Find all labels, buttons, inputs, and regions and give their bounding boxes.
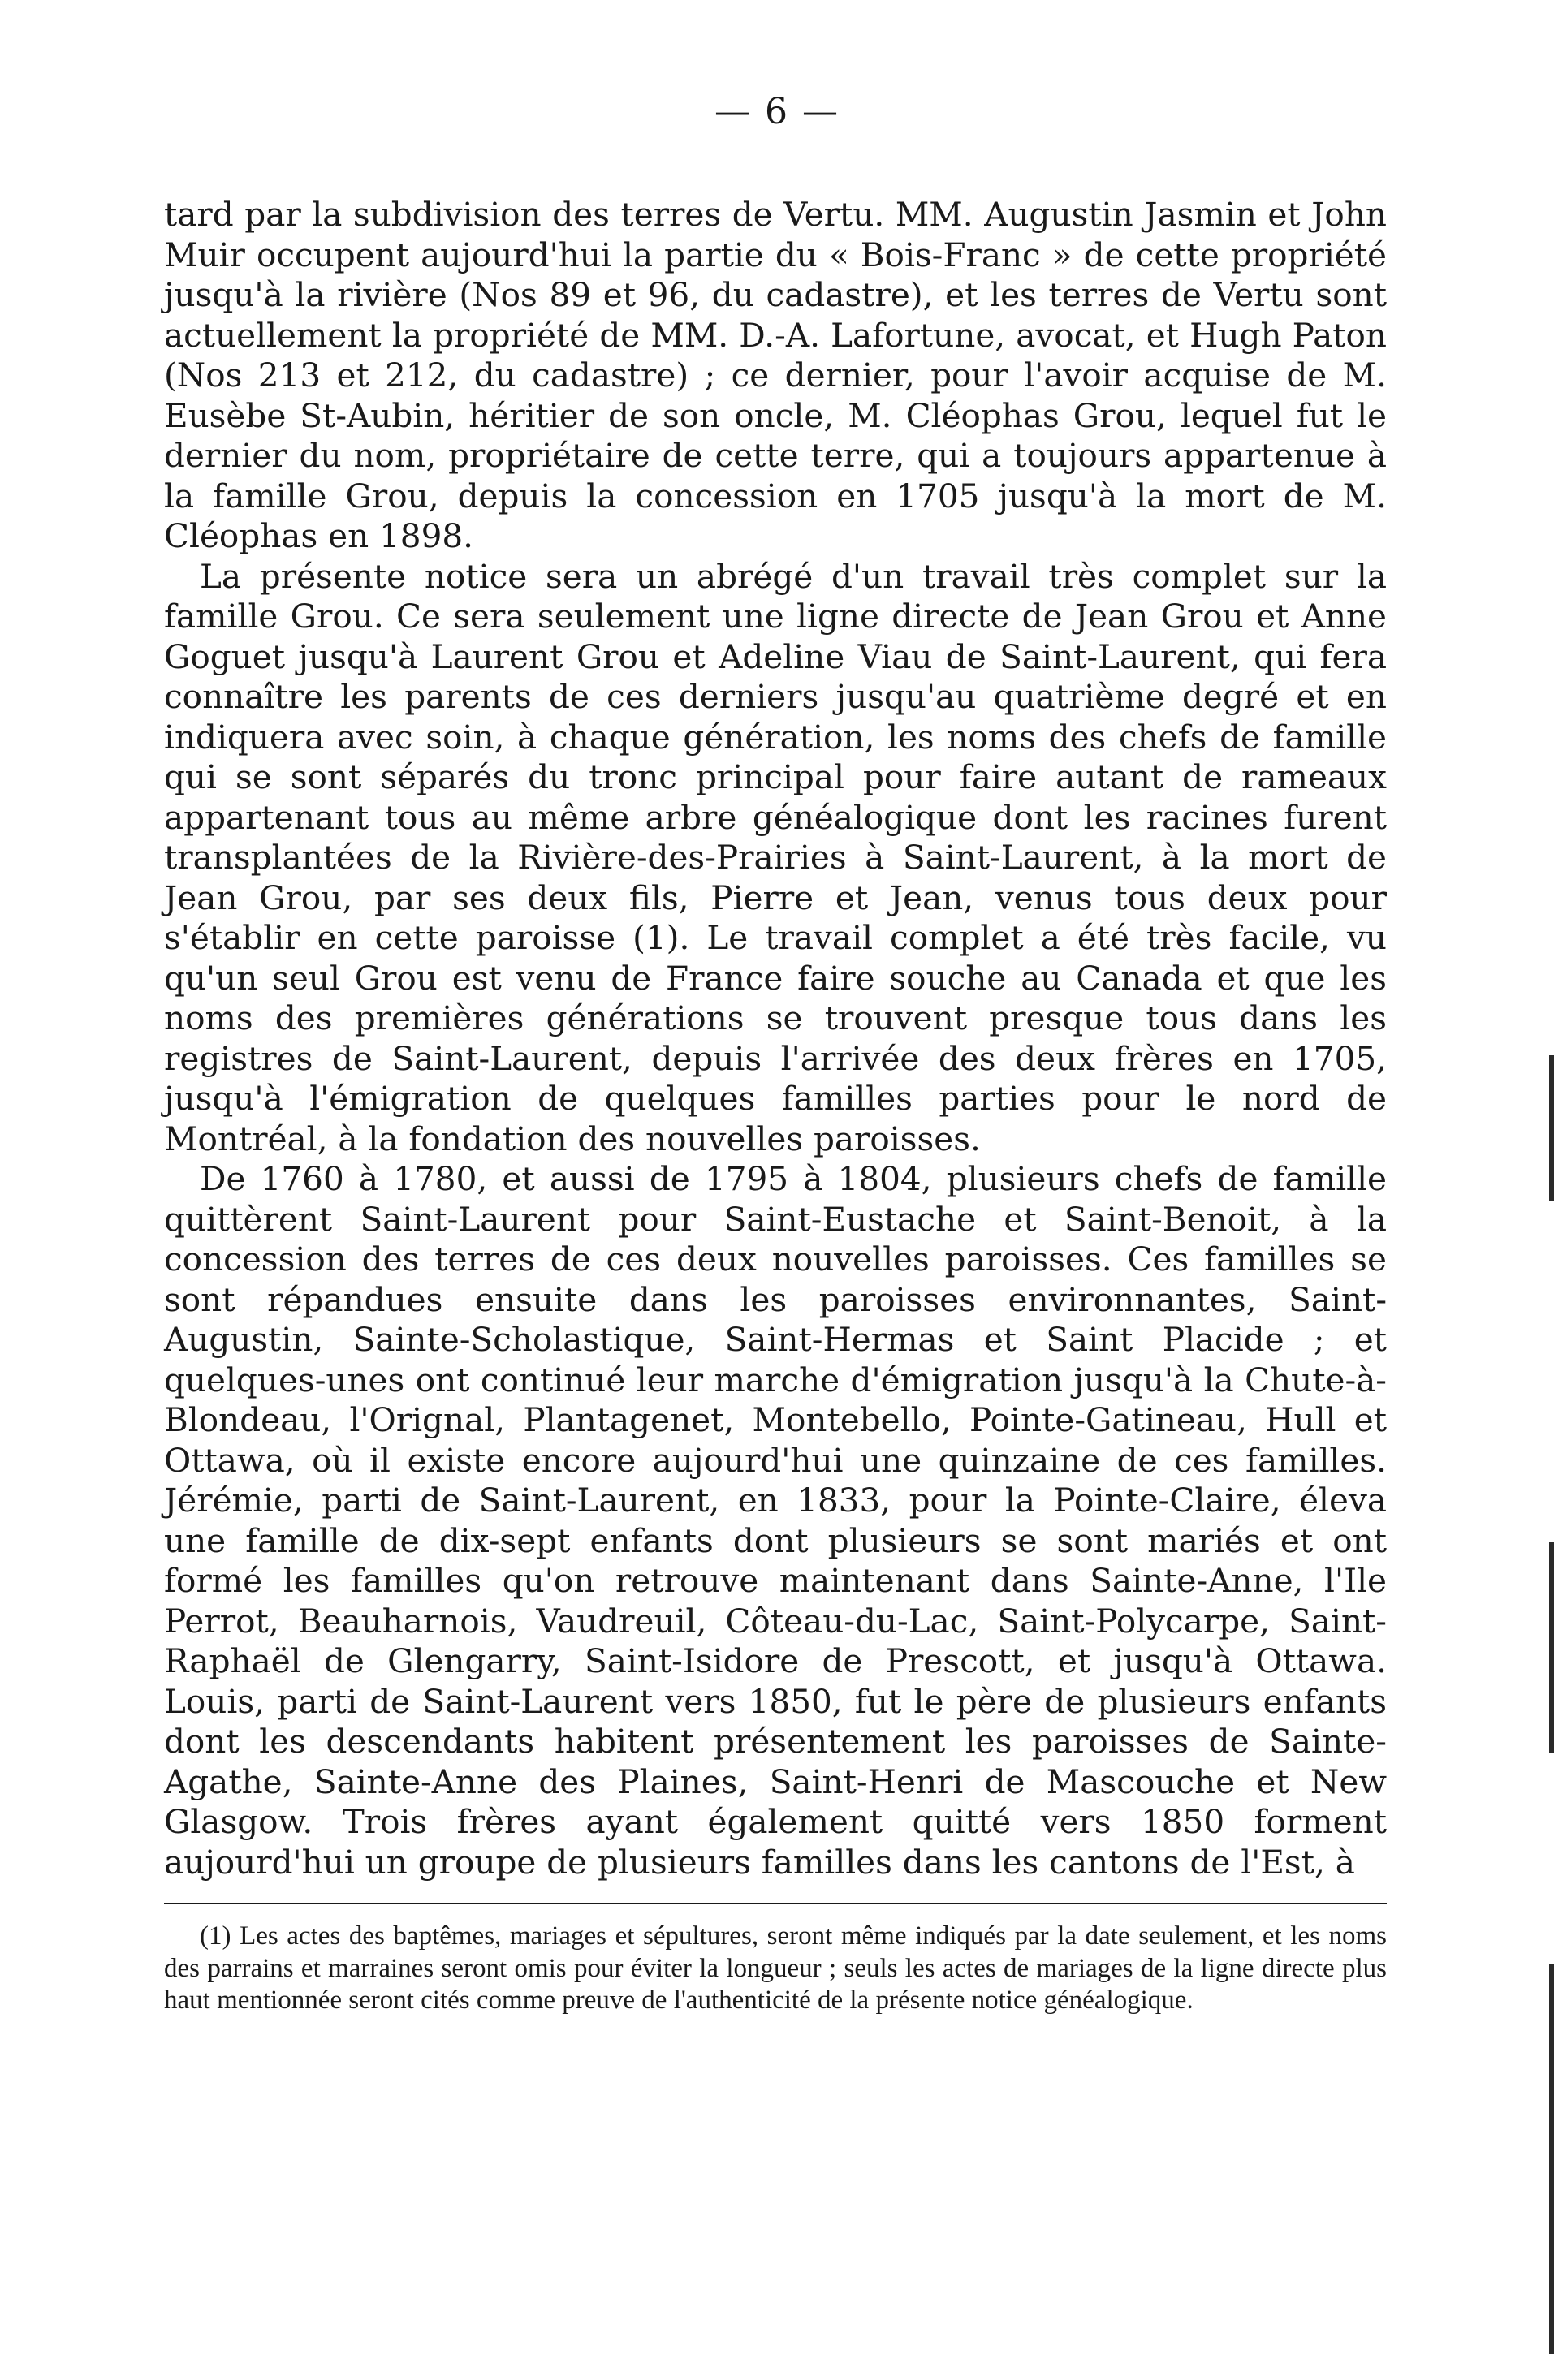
page-number: — 6 — xyxy=(714,91,840,132)
scan-edge-mark xyxy=(1549,1964,1554,2354)
footnote: (1) Les actes des baptêmes, mariages et sépultures, seront même indiqués par la date seulement, et les noms des parrains et marraines seront omis pour éviter la longueur ; seuls les actes de mariages de la ligne directe plus haut mentionnée seront cités comme preuve de l'authenticité de la présente notice généalogique. xyxy=(164,1921,1387,2015)
footnote-separator xyxy=(164,1903,1387,1904)
scan-edge-mark xyxy=(1549,1542,1554,1753)
main-text-block xyxy=(164,195,1387,1882)
paragraph-emigration: De 1760 à 1780, et aussi de 1795 à 1804, plusieurs chefs de famille quittèrent Saint-Laurent pour Saint-Eustache et Saint-Benoit, à la concession des terres de ces deux nouvelles paroisses. Ces familles se sont répandues ensuite dans les paroisses environnantes, Saint-Augustin, Sainte-Scholastique, Saint-Hermas et Saint Placide ; et quelques-unes ont continué leur marche d'émigration jusqu'à la Chute-à-Blondeau, l'Orignal, Plantagenet, Montebello, Pointe-Gatineau, Hull et Ottawa, où il existe encore aujourd'hui une quinzaine de ces familles. Jérémie, parti de Saint-Laurent, en 1833, pour la Pointe-Claire, éleva une famille de dix-sept enfants dont plusieurs se sont mariés et ont formé les familles qu'on retrouve maintenant dans Sainte-Anne, l'Ile Perrot, Beauharnois, Vaudreuil, Côteau-du-Lac, Saint-Polycarpe, Saint-Raphaël de Glengarry, Saint-Isidore de Prescott, et jusqu'à Ottawa. Louis, parti de Saint-Laurent vers 1850, fut le père de plusieurs enfants dont les descendants habitent présentement les paroisses de Sainte-Agathe, Sainte-Anne des Plaines, Saint-Henri de Mascouche et New Glasgow. Trois frères ayant également quitté vers 1850 forment aujourd'hui un groupe de plusieurs familles dans les cantons de l'Est, à xyxy=(164,1159,1387,1882)
scan-edge-mark xyxy=(1549,1055,1554,1201)
paragraph-notice: La présente notice sera un abrégé d'un travail très complet sur la famille Grou. Ce sera seulement une ligne directe de Jean Grou et Anne Goguet jusqu'à Laurent Grou et Adeline Viau de Saint-Laurent, qui fera connaître les parents de ces derniers jusqu'au quatrième degré et en indiquera avec soin, à chaque génération, les noms des chefs de famille qui se sont séparés du tronc principal pour faire autant de rameaux appartenant tous au même arbre généalogique dont les racines furent transplantées de la Rivière-des-Prairies à Saint-Laurent, à la mort de Jean Grou, par ses deux fils, Pierre et Jean, venus tous deux pour s'établir en cette paroisse (1). Le travail complet a été très facile, vu qu'un seul Grou est venu de France faire souche au Canada et que les noms des premières générations se trouvent presque tous dans les registres de Saint-Laurent, depuis l'arrivée des deux frères en 1705, jusqu'à l'émigration de quelques familles parties pour le nord de Montréal, à la fondation des nouvelles paroisses. xyxy=(164,556,1387,1158)
paragraph-continued: tard par la subdivision des terres de Vertu. MM. Augustin Jasmin et John Muir occupent aujourd'hui la partie du « Bois-Franc » de cette propriété jusqu'à la rivière (Nos 89 et 96, du cadastre), et les terres de Vertu sont actuellement la propriété de MM. D.-A. Lafortune, avocat, et Hugh Paton (Nos 213 et 212, du cadastre) ; ce dernier, pour l'avoir acquise de M. Eusèbe St-Aubin, héritier de son oncle, M. Cléophas Grou, lequel fut le dernier du nom, propriétaire de cette terre, qui a toujours appartenue à la famille Grou, depuis la concession en 1705 jusqu'à la mort de M. Cléophas en 1898. xyxy=(164,195,1387,555)
